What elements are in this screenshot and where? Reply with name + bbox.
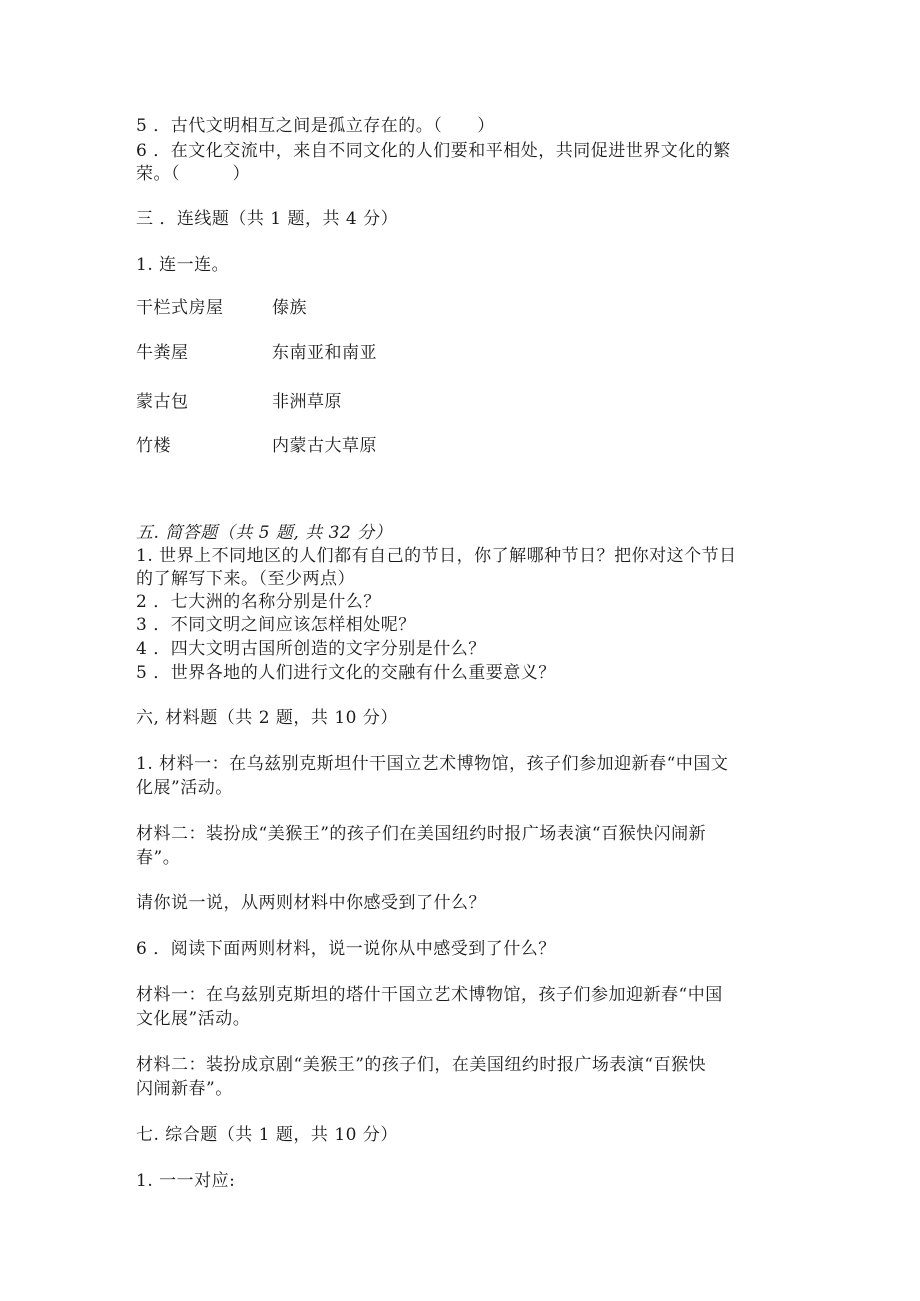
matching-question: 1. 连一连。: [136, 255, 230, 275]
judge-q6-line1: 6 ．在文化交流中，来自不同文化的人们要和平相处，共同促进世界文化的繁: [136, 141, 731, 161]
comprehensive-q1: 1. 一一对应:: [136, 1171, 236, 1191]
matching-heading: 三 ．连线题（共 1 题，共 4 分）: [136, 209, 399, 229]
matching-left-item: 蒙古包: [136, 392, 189, 412]
short-answer-q2: 2 ．七大洲的名称分别是什么？: [136, 592, 381, 612]
judge-q5: 5 ．古代文明相互之间是孤立存在的。（ ）: [136, 116, 495, 136]
matching-left-item: 牛粪屋: [136, 343, 189, 363]
matching-right-item: 非洲草原: [272, 392, 342, 412]
matching-right-item: 内蒙古大草原: [272, 436, 377, 456]
material-m2-line1: 材料二：装扮成“美猴王”的孩子们在美国纽约时报广场表演“百猴快闪闹新: [136, 824, 707, 844]
comprehensive-heading: 七. 综合题（共 1 题，共 10 分）: [136, 1125, 398, 1145]
short-answer-q5: 5 ．世界各地的人们进行文化的交融有什么重要意义？: [136, 663, 556, 683]
material-heading: 六, 材料题（共 2 题，共 10 分）: [136, 708, 398, 728]
short-answer-heading: 五. 简答题（共 5 题, 共 32 分）: [136, 523, 393, 543]
short-answer-q1-line1: 1. 世界上不同地区的人们都有自己的节日，你了解哪种节日？把你对这个节日: [136, 546, 737, 566]
material-m1-line1: 1. 材料一：在乌兹别克斯坦什干国立艺术博物馆，孩子们参加迎新春“中国文: [136, 754, 729, 774]
material-m1-line2: 化展”活动。: [136, 778, 233, 798]
material-m3-line2: 文化展”活动。: [136, 1009, 251, 1029]
material-m4-line1: 材料二：装扮成京剧“美猴王”的孩子们，在美国纽约时报广场表演“百猴快: [136, 1055, 707, 1075]
material-m4-line2: 闪闹新春”。: [136, 1079, 233, 1099]
material-m3-line1: 材料一：在乌兹别克斯坦的塔什干国立艺术博物馆，孩子们参加迎新春“中国: [136, 985, 723, 1005]
material-ask1: 请你说一说，从两则材料中你感受到了什么？: [136, 893, 486, 913]
short-answer-q3: 3 ．不同文明之间应该怎样相处呢？: [136, 615, 416, 635]
material-m2-line2: 春”。: [136, 848, 181, 868]
judge-q6-line2: 荣。（ ）: [136, 164, 250, 184]
matching-right-item: 东南亚和南亚: [272, 343, 377, 363]
material-q6: 6 ．阅读下面两则材料，说一说你从中感受到了什么？: [136, 939, 556, 959]
short-answer-q4: 4 ．四大文明古国所创造的文字分别是什么？: [136, 639, 486, 659]
matching-left-item: 干栏式房屋: [136, 298, 224, 318]
matching-left-item: 竹楼: [136, 436, 171, 456]
matching-right-item: 傣族: [272, 298, 307, 318]
short-answer-q1-line2: 的了解写下来。（至少两点）: [136, 569, 355, 589]
